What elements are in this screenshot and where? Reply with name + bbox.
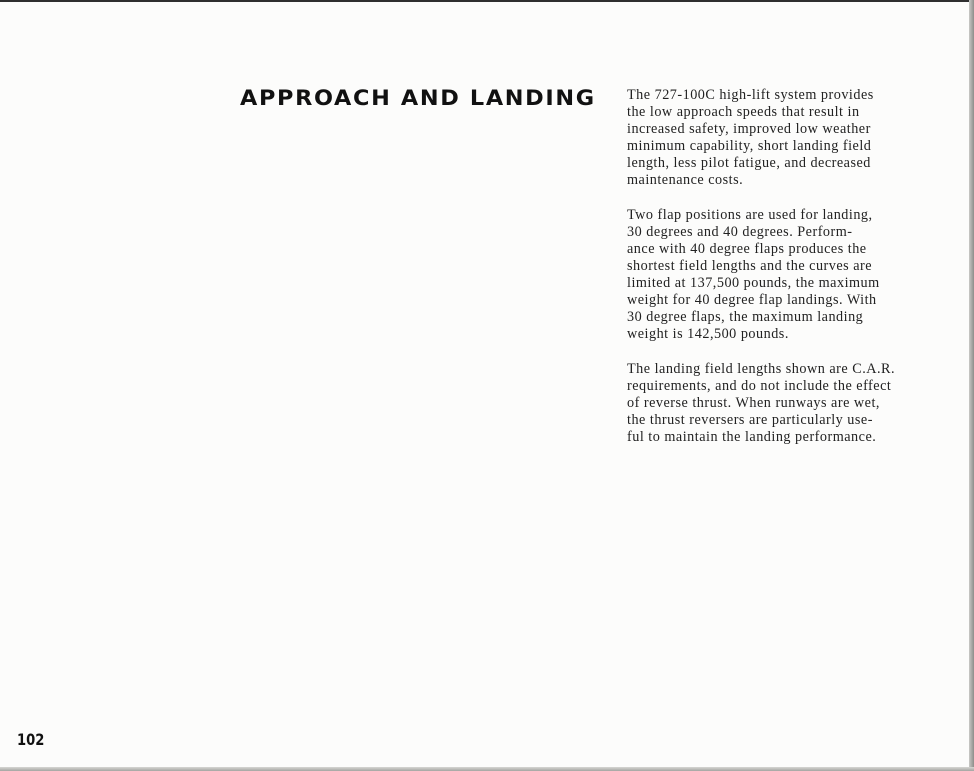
text-line: weight for 40 degree flap landings. With bbox=[627, 292, 877, 309]
text-line: requirements, and do not include the effect bbox=[627, 377, 892, 394]
paragraph-high-lift bbox=[627, 87, 927, 190]
body-text bbox=[627, 87, 927, 463]
text-line: The 727-100C high-lift system provides bbox=[627, 87, 874, 103]
text-line: The landing field lengths shown are C.A.R. bbox=[627, 360, 896, 377]
text-line: maintenance costs. bbox=[627, 172, 744, 189]
text-line: weight is 142,500 pounds. bbox=[627, 326, 789, 343]
text-line: the thrust reversers are particularly use- bbox=[627, 411, 873, 428]
text-line: limited at 137,500 pounds, the maximum bbox=[627, 275, 880, 292]
text-line: the low approach speeds that result in bbox=[627, 104, 860, 121]
text-line: Two flap positions are used for landing, bbox=[627, 206, 873, 223]
text-line: shortest field lengths and the curves are bbox=[627, 258, 873, 275]
text-line: minimum capability, short landing field bbox=[627, 138, 872, 155]
page-edge-bottom bbox=[0, 767, 974, 771]
page-edge-right bbox=[969, 0, 974, 771]
section-heading: APPROACH AND LANDING bbox=[240, 86, 596, 111]
text-line: ance with 40 degree flaps produces the bbox=[627, 240, 867, 257]
text-line: length, less pilot fatigue, and decreased bbox=[627, 155, 871, 172]
paragraph-field-lengths bbox=[627, 361, 927, 446]
text-line: 30 degrees and 40 degrees. Perform- bbox=[627, 223, 853, 240]
text-line: 30 degree flaps, the maximum landing bbox=[627, 309, 864, 326]
text-line: increased safety, improved low weather bbox=[627, 121, 871, 138]
text-line: of reverse thrust. When runways are wet, bbox=[627, 394, 880, 411]
page-number: 102 bbox=[17, 730, 45, 749]
paragraph-flap-positions bbox=[627, 207, 927, 344]
text-line: ful to maintain the landing performance. bbox=[627, 429, 877, 446]
